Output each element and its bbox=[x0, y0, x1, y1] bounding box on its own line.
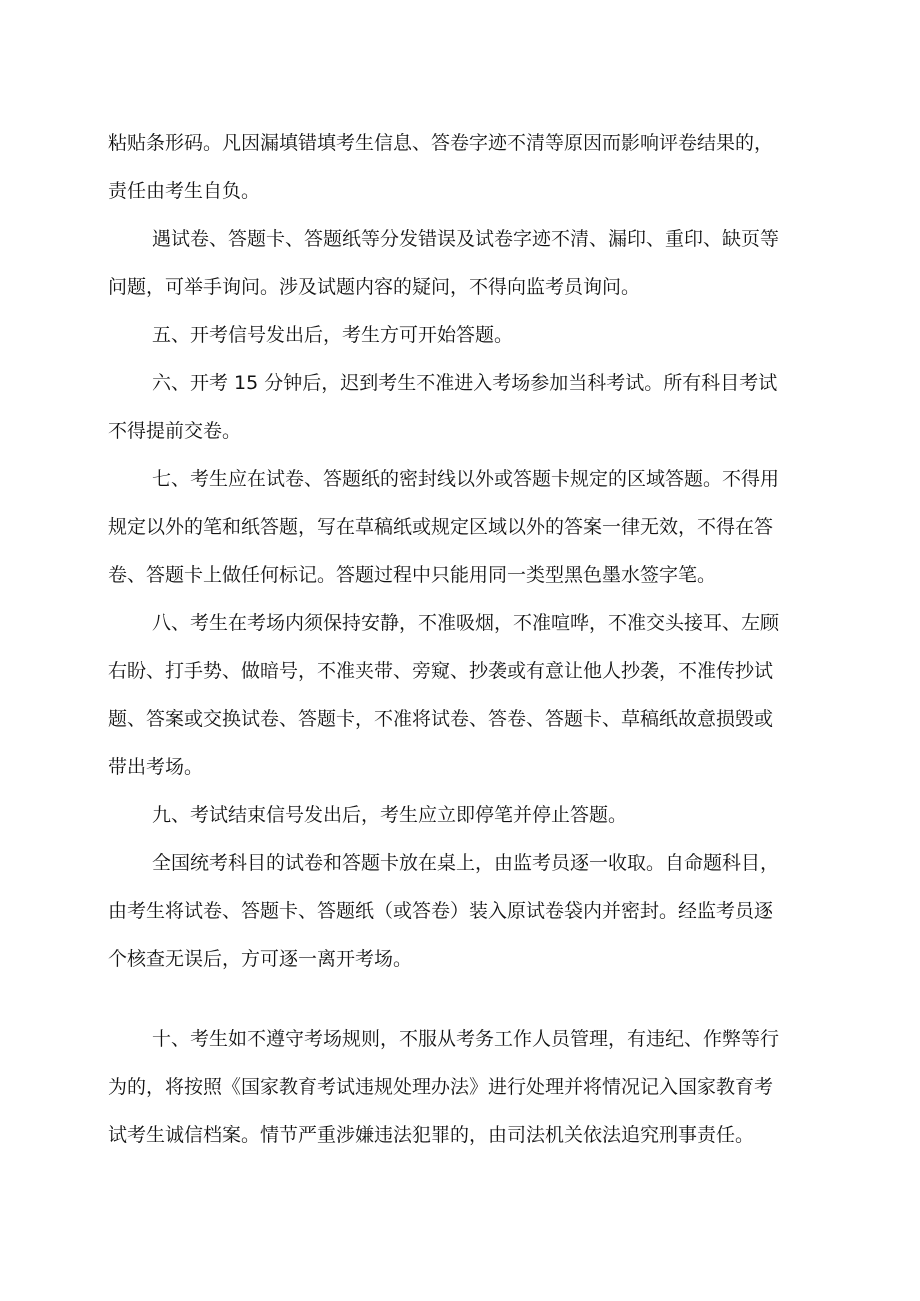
text-line: 粘贴条形码。凡因漏填错填考生信息、答卷字迹不清等原因而影响评卷结果的， bbox=[108, 132, 774, 154]
text-line: 十、考生如不遵守考场规则，不服从考务工作人员管理，有违纪、作弊等行 bbox=[152, 1028, 780, 1050]
text-line: 右盼、打手势、做暗号，不准夹带、旁窥、抄袭或有意让他人抄袭，不准传抄试 bbox=[108, 660, 774, 682]
text-line: 五、开考信号发出后，考生方可开始答题。 bbox=[152, 324, 514, 346]
text-line: 责任由考生自负。 bbox=[108, 180, 261, 202]
text-line: 规定以外的笔和纸答题，写在草稿纸或规定区域以外的答案一律无效，不得在答 bbox=[108, 516, 774, 538]
text-line: 个核查无误后，方可逐一离开考场。 bbox=[108, 948, 413, 970]
text-line: 试考生诚信档案。情节严重涉嫌违法犯罪的，由司法机关依法追究刑事责任。 bbox=[108, 1124, 755, 1146]
text-line: 问题，可举手询问。涉及试题内容的疑问，不得向监考员询问。 bbox=[108, 276, 641, 298]
text-line: 带出考场。 bbox=[108, 756, 204, 778]
text-line: 九、考试结束信号发出后，考生应立即停笔并停止答题。 bbox=[152, 804, 628, 826]
text-line: 题、答案或交换试卷、答题卡，不准将试卷、答卷、答题卡、草稿纸故意损毁或 bbox=[108, 708, 774, 730]
text-line: 六、开考 15 分钟后，迟到考生不准进入考场参加当科考试。所有科目考试 bbox=[152, 372, 778, 394]
text-line: 遇试卷、答题卡、答题纸等分发错误及试卷字迹不清、漏印、重印、缺页等 bbox=[152, 228, 780, 250]
text-line: 卷、答题卡上做任何标记。答题过程中只能用同一类型黑色墨水签字笔。 bbox=[108, 564, 717, 586]
text-line: 为的，将按照《国家教育考试违规处理办法》进行处理并将情况记入国家教育考 bbox=[108, 1076, 774, 1098]
text-line: 不得提前交卷。 bbox=[108, 420, 242, 442]
text-line: 全国统考科目的试卷和答题卡放在桌上，由监考员逐一收取。自命题科目， bbox=[152, 852, 780, 874]
text-line: 七、考生应在试卷、答题纸的密封线以外或答题卡规定的区域答题。不得用 bbox=[152, 468, 780, 490]
text-line: 八、考生在考场内须保持安静，不准吸烟，不准喧哗，不准交头接耳、左顾 bbox=[152, 612, 780, 634]
text-line: 由考生将试卷、答题卡、答题纸（或答卷）装入原试卷袋内并密封。经监考员逐 bbox=[108, 900, 774, 922]
